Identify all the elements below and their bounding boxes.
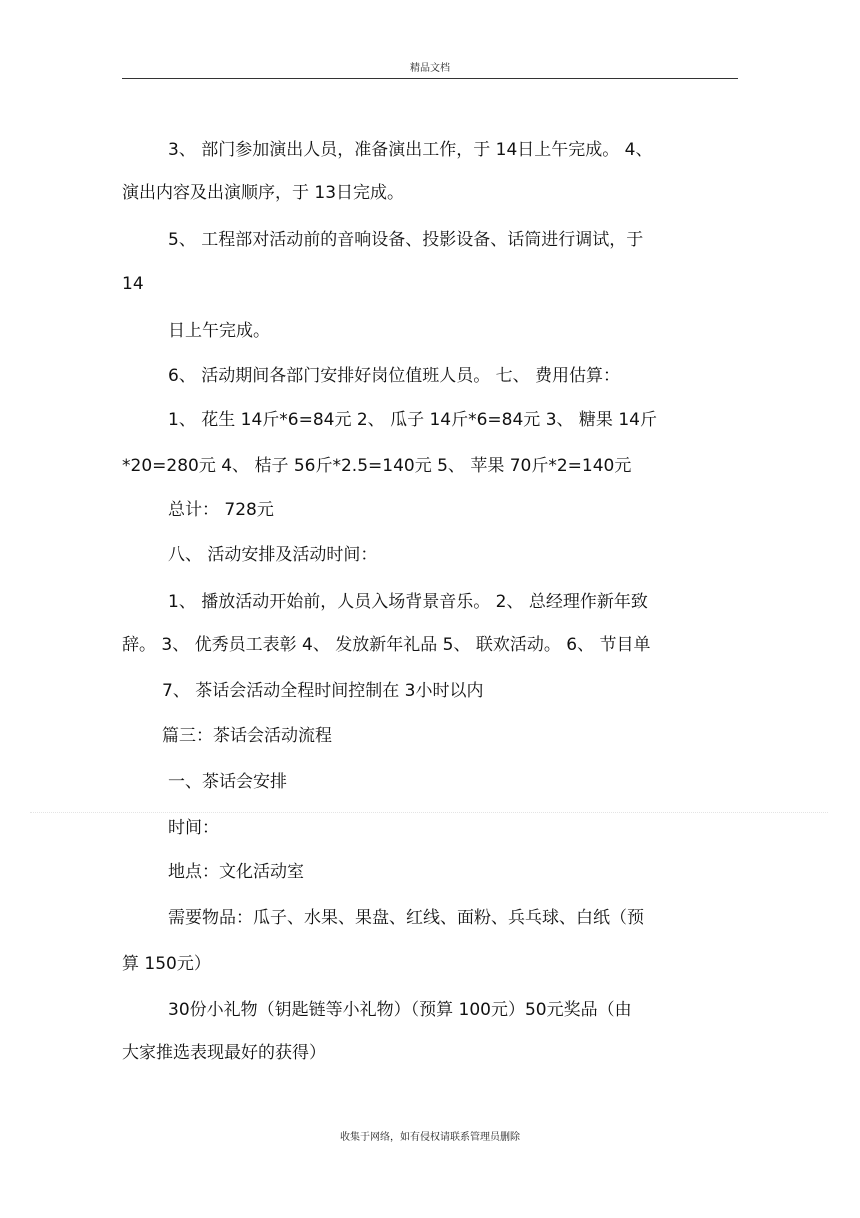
paragraph-line: 1、 播放活动开始前，人员入场背景音乐。 2、 总经理作新年致 <box>168 592 648 612</box>
paragraph-line: 篇三：茶话会活动流程 <box>162 726 332 746</box>
paragraph-line: 14 <box>122 274 144 294</box>
page-divider <box>30 812 828 813</box>
paragraph-line: 演出内容及出演顺序，于 13日完成。 <box>122 183 405 203</box>
paragraph-line: 八、 活动安排及活动时间： <box>168 545 378 565</box>
paragraph-line: 6、 活动期间各部门安排好岗位值班人员。 七、 费用估算： <box>168 366 621 386</box>
paragraph-line: 3、 部门参加演出人员，准备演出工作，于 14日上午完成。 4、 <box>168 140 653 160</box>
paragraph-line: 辞。 3、 优秀员工表彰 4、 发放新年礼品 5、 联欢活动。 6、 节目单 <box>122 635 651 655</box>
paragraph-line: 算 150元） <box>122 954 211 974</box>
paragraph-line: 1、 花生 14斤*6=84元 2、 瓜子 14斤*6=84元 3、 糖果 14斤 <box>168 410 657 430</box>
paragraph-line: 一、茶话会安排 <box>168 772 287 792</box>
header-title: 精品文档 <box>410 63 450 74</box>
paragraph-line: 大家推选表现最好的获得） <box>122 1043 326 1063</box>
paragraph-line: 需要物品：瓜子、水果、果盘、红线、面粉、兵乓球、白纸（预 <box>168 908 644 928</box>
paragraph-line: 时间： <box>168 818 219 838</box>
paragraph-line: *20=280元 4、 桔子 56斤*2.5=140元 5、 苹果 70斤*2=140元 <box>122 456 632 476</box>
paragraph-line: 7、 茶话会活动全程时间控制在 3小时以内 <box>162 681 484 701</box>
page-header <box>122 62 738 79</box>
paragraph-line: 日上午完成。 <box>168 321 270 341</box>
paragraph-line: 总计： 728元 <box>168 500 274 520</box>
paragraph-line: 30份小礼物（钥匙链等小礼物）（预算 100元）50元奖品（由 <box>168 1000 632 1020</box>
paragraph-line: 5、 工程部对活动前的音响设备、投影设备、话筒进行调试，于 <box>168 230 644 250</box>
footer-note: 收集于网络，如有侵权请联系管理员删除 <box>340 1132 520 1143</box>
paragraph-line: 地点：文化活动室 <box>168 862 304 882</box>
